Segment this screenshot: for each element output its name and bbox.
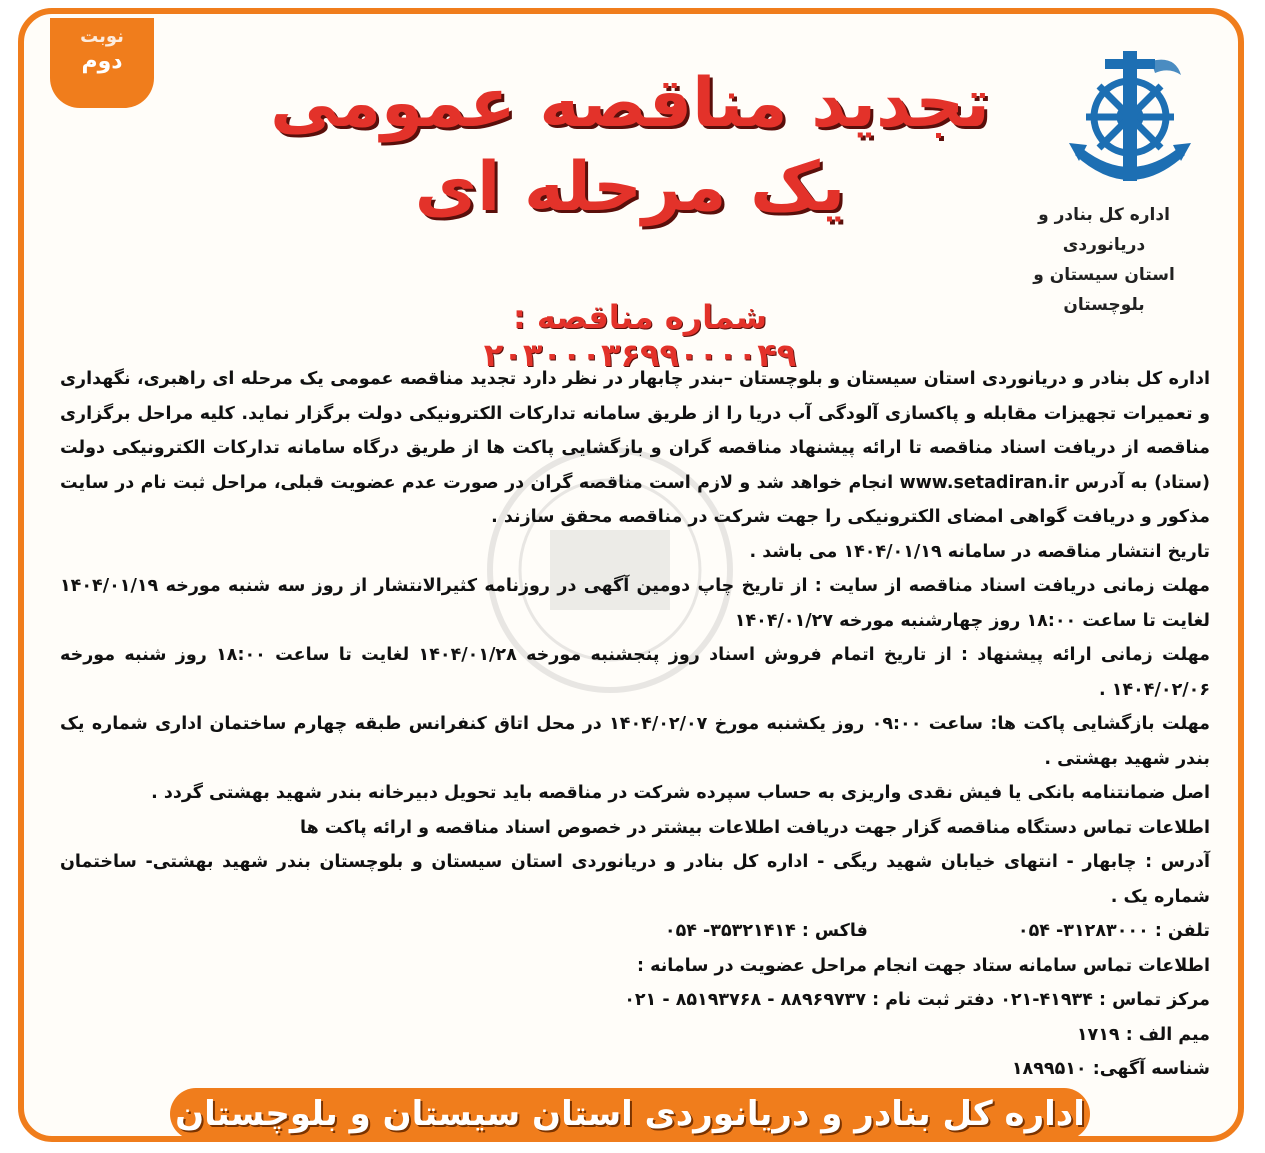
documents-deadline-line: مهلت زمانی دریافت اسناد مناقصه از سایت : از تاریخ چاپ دومین آگهی در روزنامه کثیرالانتشار از روز سه شنبه مورخه ۱۴۰۴/۰۱/۱۹ لغایت تا ساعت ۱۸:۰۰ روز چهارشنبه مورخه ۱۴۰۴/۰۱/۲۷ [60, 576, 1210, 631]
anchor-ship-wheel-logo-icon [1065, 45, 1195, 195]
address-line: آدرس : چابهار - انتهای خیابان شهید ریگی - اداره کل بنادر و دریانوردی استان سیستان و بلوچستان بندر شهید بهشتی- ساختمان شماره یک . [60, 852, 1210, 907]
notice-body [60, 362, 1210, 1087]
contact-heading: اطلاعات تماس دستگاه مناقصه گزار جهت دریافت اطلاعات بیشتر در خصوص اسناد مناقصه و ارائه پاکت ها [300, 817, 1210, 838]
badge-line-1: نوبت [80, 26, 124, 47]
organization-name [999, 200, 1209, 320]
headline-line-2: یک مرحله ای [414, 148, 846, 227]
org-name-line-2: استان سیستان و بلوچستان [1033, 265, 1175, 315]
org-name-line-1: اداره کل بنادر و دریانوردی [1038, 205, 1170, 255]
intro-text-part-1: اداره کل بنادر و دریانوردی استان سیستان و بلوچستان –بندر چابهار در نظر دارد تجدید مناقصه عمومی یک مرحله ای راهبری، نگهداری و تعمیرات تجهیزات مقابله و پاکسازی آلودگی آب دریا را از طریق سامانه تدارکات الکترونیکی دولت برگزار نماید. کلیه مراحل برگزاری مناقصه از دریافت اسناد مناقصه تا ارائه پیشنهاد مناقصه گران و بازگشایی پاکت ها از طریق درگاه سامانه تدارکات الکترونیکی دولت (ستاد) به آدرس [60, 369, 1210, 493]
intro-paragraph [60, 362, 1210, 535]
setad-website-link[interactable]: www.setadiran.ir [899, 472, 1069, 493]
opening-line: مهلت بازگشایی پاکت ها: ساعت ۰۹:۰۰ روز یکشنبه مورخ ۱۴۰۴/۰۲/۰۷ در محل اتاق کنفرانس طبقه چهارم ساختمان اداری شماره یک بندر شهید بهشتی . [60, 714, 1210, 769]
notice-headline [270, 62, 990, 230]
phone-fax-row [60, 914, 1210, 949]
badge-line-2: دوم [81, 49, 123, 74]
phone-number: تلفن : ۳۱۲۸۳۰۰۰- ۰۵۴ [1017, 921, 1210, 941]
publish-date-line: تاریخ انتشار مناقصه در سامانه ۱۴۰۴/۰۱/۱۹ می باشد . [749, 541, 1210, 562]
guarantee-line: اصل ضمانتنامه بانکی یا فیش نقدی واریزی به حساب سپرده شرکت در مناقصه باید تحویل دبیرخانه بندر شهید بهشتی گردد . [151, 783, 1210, 803]
footer-organization-band: اداره کل بنادر و دریانوردی استان سیستان و بلوچستان [170, 1088, 1090, 1140]
setad-contact-numbers: مرکز تماس : ۴۱۹۳۴-۰۲۱ دفتر ثبت نام : ۸۸۹۶۹۷۳۷ - ۸۵۱۹۳۷۶۸ - ۰۲۱ [624, 990, 1210, 1010]
headline-line-1: تجدید مناقصه عمومی [270, 64, 990, 143]
publication-round-badge [50, 18, 154, 108]
tender-number: شماره مناقصه : ۲۰۳۰۰۰۳۶۹۹۰۰۰۰۴۹ [483, 298, 797, 374]
mim-alef-code: میم الف : ۱۷۱۹ [1076, 1024, 1210, 1045]
ad-identifier: شناسه آگهی: ۱۸۹۹۵۱۰ [1011, 1059, 1210, 1079]
intro-text-part-2: انجام خواهد شد و لازم است مناقصه گران در صورت عدم عضویت قبلی، مراحل ثبت نام در سایت مذکور و دریافت گواهی امضای الکترونیکی را جهت شرکت در مناقصه محقق سازند . [60, 472, 1210, 527]
bid-deadline-line: مهلت زمانی ارائه پیشنهاد : از تاریخ اتمام فروش اسناد روز پنجشنبه مورخه ۱۴۰۴/۰۱/۲۸ لغایت تا ساعت ۱۸:۰۰ روز شنبه مورخه ۱۴۰۴/۰۲/۰۶ . [60, 645, 1211, 700]
setad-contact-heading: اطلاعات تماس سامانه ستاد جهت انجام مراحل عضویت در سامانه : [636, 955, 1210, 976]
fax-number: فاکس : ۳۵۳۲۱۴۱۴- ۰۵۴ [664, 921, 868, 941]
